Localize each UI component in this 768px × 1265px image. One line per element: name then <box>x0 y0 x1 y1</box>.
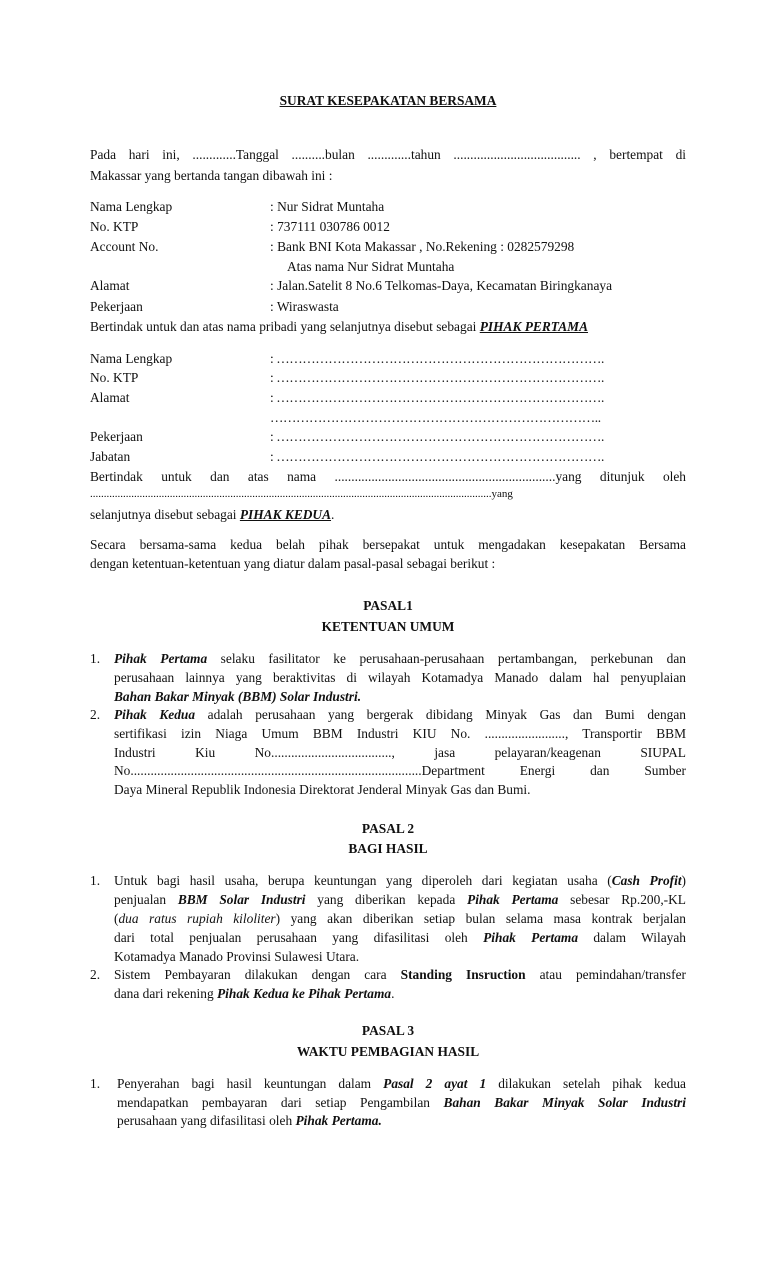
pasal2-item-2-term-standing: Standing Insruction <box>400 967 526 982</box>
pasal3-item-1-text-b: dilakukan setelah pihak kedua <box>486 1076 686 1091</box>
party1-value-occupation: : Wiraswasta <box>270 299 339 314</box>
pasal3-item-1-term-pihak-pertama: Pihak Pertama. <box>295 1113 382 1128</box>
party2-value-ktp: : …………………………………………………………………. <box>270 370 604 385</box>
party1-statement-text: Bertindak untuk dan atas nama pribadi yang selanjutnya disebut sebagai <box>90 319 477 334</box>
pasal1-item-2-line-2: sertifikasi izin Niaga Umum BBM Industri KIU No. ........................, Transportir BBM <box>114 726 686 741</box>
pasal2-item-1-text-f: ( <box>114 911 119 926</box>
pasal3-item-1-text-d: perusahaan yang difasilitasi oleh <box>117 1113 293 1128</box>
pasal2-item-1-term-pihak-pertama-2: Pihak Pertama <box>483 930 579 945</box>
pasal3-item-1-text-a: Penyerahan bagi hasil keuntungan dalam <box>117 1076 372 1091</box>
pasal2-item-1-line-2 <box>114 892 686 908</box>
party2-label-occupation: Pekerjaan <box>90 429 143 444</box>
agreement-line-2: dengan ketentuan-ketentuan yang diatur dalam pasal-pasal sebagai berikut : <box>90 556 496 571</box>
party2-value-address: : …………………………………………………………………. <box>270 390 604 405</box>
pasal2-item-1-term-bbm: BBM Solar Industri <box>177 892 306 907</box>
pasal2-item-2-term-transfer: Pihak Kedua ke Pihak Pertama <box>217 986 392 1001</box>
pasal1-item-1-line-3: Bahan Bakar Minyak (BBM) Solar Industri. <box>114 689 362 704</box>
pasal2-item-1-line-3 <box>114 911 686 927</box>
pasal2-item-1-line-5: Kotamadya Manado Provinsi Sulawesi Utara. <box>114 949 360 964</box>
pasal2-item-1-number: 1. <box>90 873 101 888</box>
pasal2-item-1-term-amount-words: dua ratus rupiah kiloliter <box>118 911 276 926</box>
pasal2-item-1-text-b: ) <box>681 873 687 888</box>
pasal2-item-1-text-c: penjualan <box>114 892 167 907</box>
pasal2-item-1-text-g: ) yang akan diberikan setiap bulan selama masa kontrak berjalan <box>275 911 686 926</box>
pasal2-item-1-term-cash-profit: Cash Profit <box>611 873 682 888</box>
pasal3-item-1-term-pasal: Pasal 2 ayat 1 <box>383 1076 487 1091</box>
pasal3-item-1-line-3 <box>117 1113 382 1129</box>
party2-label-position: Jabatan <box>90 449 131 464</box>
pasal2-item-2-text-a: Sistem Pembayaran dilakukan dengan cara <box>114 967 387 982</box>
pasal2-subheading: BAGI HASIL <box>348 841 428 856</box>
party2-statement-line-2: ..................................................................................................................................................yang <box>90 488 513 500</box>
party2-statement-line-3 <box>90 507 334 523</box>
party2-value-occupation: : …………………………………………………………………. <box>270 429 604 444</box>
pasal2-item-1-text-a: Untuk bagi hasil usaha, berupa keuntungan yang diperoleh dari kegiatan usaha ( <box>114 873 612 888</box>
pasal2-heading: PASAL 2 <box>361 821 415 836</box>
pasal1-item-2-text: adalah perusahaan yang bergerak dibidang Minyak Gas dan Bumi dengan <box>195 707 686 722</box>
document-title: SURAT KESEPAKATAN BERSAMA <box>279 93 497 108</box>
pasal1-item-2-number: 2. <box>90 707 101 722</box>
pasal1-item-2-line-1 <box>114 707 686 723</box>
pasal2-item-1-text-i: dalam Wilayah <box>578 930 686 945</box>
pasal1-item-2-line-4: No.......................................................................................Department Energi dan Sumber <box>114 763 686 778</box>
pasal3-heading: PASAL 3 <box>361 1023 415 1038</box>
intro-line-1: Pada hari ini, .............Tanggal ..........bulan .............tahun ...................................... , bertempat di <box>90 147 686 162</box>
party2-value-address-2: ………………………………………………………………….. <box>270 410 601 425</box>
pasal2-item-1-text-h: dari total penjualan perusahaan yang difasilitasi oleh <box>114 930 468 945</box>
pasal3-item-1-line-1 <box>117 1076 686 1092</box>
pasal3-item-1-text-c: mendapatkan pembayaran dari setiap Pengambilan <box>117 1095 430 1110</box>
party1-role: PIHAK PERTAMA <box>479 319 589 334</box>
pasal2-item-1-line-1 <box>114 873 686 889</box>
pasal3-item-1-line-2 <box>117 1095 686 1111</box>
party1-label-name: Nama Lengkap <box>90 199 173 214</box>
document-page <box>90 0 686 1265</box>
party1-statement <box>90 319 588 335</box>
pasal2-item-2-text-c: dana dari rekening <box>114 986 214 1001</box>
pasal1-heading: PASAL1 <box>363 598 413 613</box>
agreement-line-1: Secara bersama-sama kedua belah pihak bersepakat untuk mengadakan kesepakatan Bersama <box>90 537 686 552</box>
pasal2-item-2-line-1 <box>114 967 686 983</box>
party1-label-address: Alamat <box>90 278 130 293</box>
pasal3-subheading: WAKTU PEMBAGIAN HASIL <box>296 1044 480 1059</box>
party1-label-account: Account No. <box>90 239 159 254</box>
party1-value-ktp: : 737111 030786 0012 <box>270 219 390 234</box>
party2-statement-end: . <box>331 507 335 522</box>
pasal2-item-1-term-pihak-pertama: Pihak Pertama <box>467 892 559 907</box>
party2-statement-line-1: Bertindak untuk dan atas nama ..................................................................yang ditunjuk oleh <box>90 469 686 484</box>
party1-value-account-holder: Atas nama Nur Sidrat Muntaha <box>287 259 455 274</box>
pasal1-item-2-line-5: Daya Mineral Republik Indonesia Direktorat Jenderal Minyak Gas dan Bumi. <box>114 782 531 797</box>
pasal2-item-2-text-d: . <box>391 986 395 1001</box>
party2-statement-text: selanjutnya disebut sebagai <box>90 507 237 522</box>
pasal2-item-2-text-b: atau pemindahan/transfer <box>525 967 687 982</box>
pasal2-item-1-line-4 <box>114 930 686 946</box>
pasal2-item-2-line-2 <box>114 986 394 1002</box>
party1-label-occupation: Pekerjaan <box>90 299 143 314</box>
pasal2-item-2-number: 2. <box>90 967 101 982</box>
party1-value-name: : Nur Sidrat Muntaha <box>270 199 385 214</box>
pasal1-item-1-line-2: perusahaan lainnya yang beraktivitas di wilayah Kotamadya Manado dalam hal penyuplaian <box>114 670 686 685</box>
party2-value-position: : …………………………………………………………………. <box>270 449 604 464</box>
party1-value-address: : Jalan.Satelit 8 No.6 Telkomas-Daya, Kecamatan Biringkanaya <box>270 278 613 293</box>
pasal1-item-1-number: 1. <box>90 651 101 666</box>
party2-role: PIHAK KEDUA <box>239 507 332 522</box>
party2-label-address: Alamat <box>90 390 130 405</box>
intro-line-2: Makassar yang bertanda tangan dibawah ini : <box>90 168 333 183</box>
pasal2-item-1-text-e: sebesar Rp.200,-KL <box>558 892 686 907</box>
party1-label-ktp: No. KTP <box>90 219 139 234</box>
party2-label-name: Nama Lengkap <box>90 351 173 366</box>
party1-value-account: : Bank BNI Kota Makassar , No.Rekening : 0282579298 <box>270 239 575 254</box>
pasal3-item-1-term-bbm: Bahan Bakar Minyak Solar Industri <box>443 1095 686 1110</box>
pasal1-subheading: KETENTUAN UMUM <box>321 619 455 634</box>
party2-label-ktp: No. KTP <box>90 370 139 385</box>
pasal1-item-1-text: selaku fasilitator ke perusahaan-perusahaan pertambangan, perkebunan dan <box>207 651 686 666</box>
pasal1-item-1-line-1 <box>114 651 686 667</box>
party2-value-name: : …………………………………………………………………. <box>270 351 604 366</box>
pasal1-item-2-term: Pihak Kedua <box>114 707 196 722</box>
pasal1-item-2-line-3: Industri Kiu No...................................., jasa pelayaran/keagenan SIUPAL <box>114 745 686 760</box>
pasal3-item-1-number: 1. <box>90 1076 101 1091</box>
pasal2-item-1-text-d: yang diberikan kepada <box>305 892 456 907</box>
pasal1-item-1-term: Pihak Pertama <box>114 651 208 666</box>
